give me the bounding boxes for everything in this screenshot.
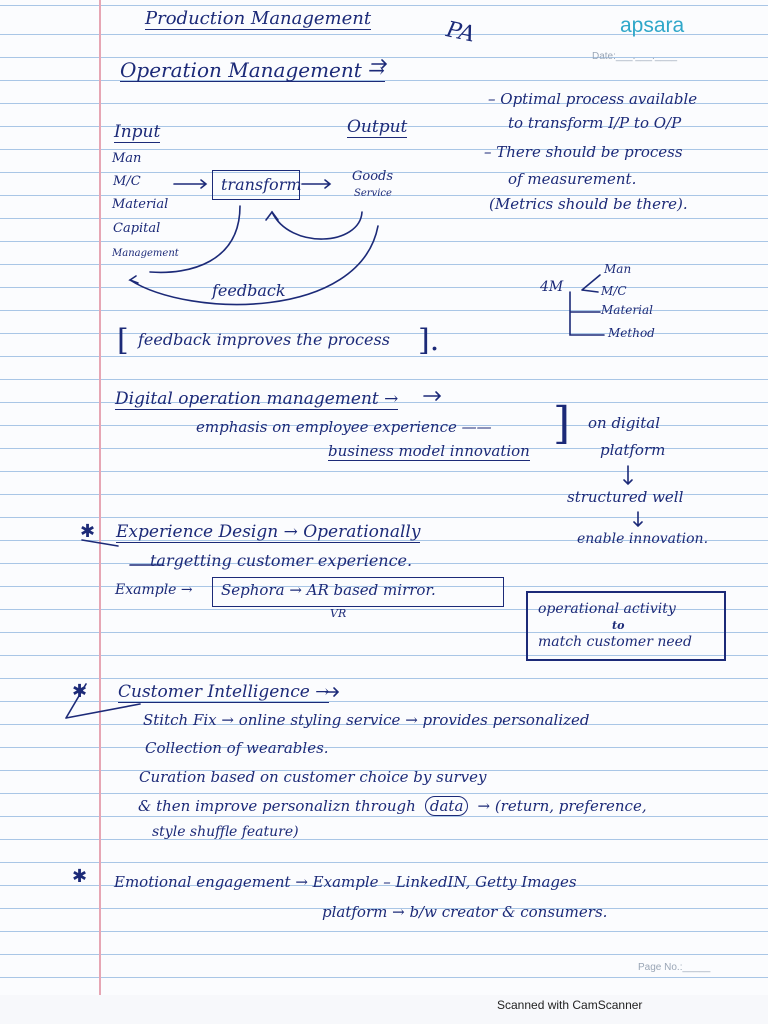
page-title: Production Management [145, 8, 372, 29]
input-item-capital: Capital [113, 221, 161, 236]
bracket-close: ]. [418, 323, 440, 358]
personalization-text: & then improve personalizn through [138, 797, 416, 815]
data-circled: data [425, 796, 469, 816]
enable-innovation: enable innovation. [577, 531, 709, 547]
personalization-tail: → (return, preference, [477, 797, 647, 815]
vr-note: VR [330, 607, 347, 620]
stitch-fix-line: Stitch Fix → online styling service → provides personalized [143, 711, 590, 729]
feedback-label: feedback [212, 281, 286, 300]
note-optimal-line1: – Optimal process available [488, 90, 698, 108]
bullet-emotional: ✱ [72, 866, 88, 887]
bullet-customer-intelligence: ✱ [72, 681, 88, 702]
operational-activity-box [526, 591, 726, 661]
emphasis-line: emphasis on employee experience —— [196, 418, 492, 436]
brace-right: ] [553, 398, 571, 449]
digital-operation-heading: Digital operation management → [115, 389, 399, 409]
page-number-label: Page No.:_____ [638, 962, 711, 973]
four-m-label: 4M [540, 279, 564, 295]
input-item-mc: M/C [113, 174, 141, 189]
operational-activity-line2: match customer need [538, 634, 692, 650]
style-shuffle-line: style shuffle feature) [152, 824, 299, 840]
output-service: Service [354, 188, 392, 199]
personalization-line [138, 796, 647, 815]
experience-design-heading: Experience Design → Operationally [116, 522, 421, 542]
date-label: Date:___.___.____ [592, 51, 678, 62]
feedback-note: feedback improves the process [138, 330, 390, 349]
note-optimal-line2: to transform I/P to O/P [508, 114, 682, 132]
brand-logo: apsara [620, 14, 685, 37]
digital-side-line1: on digital [588, 414, 661, 432]
business-model-line: business model innovation [328, 442, 530, 460]
four-m-method: Method [608, 326, 655, 340]
wearables-line: Collection of wearables. [145, 739, 329, 757]
example-label: Example → [115, 582, 193, 598]
transform-label: transform [221, 175, 302, 194]
operation-management-heading: Operation Management → [120, 58, 385, 82]
input-item-man: Man [112, 151, 142, 166]
input-item-material: Material [112, 197, 169, 212]
scanner-footer: Scanned with CamScanner [497, 998, 643, 1012]
note-metrics: (Metrics should be there). [489, 195, 688, 213]
experience-line2: targetting customer experience. [150, 551, 413, 570]
margin-line [99, 0, 101, 995]
four-m-man: Man [604, 262, 632, 276]
input-item-management: Management [112, 248, 179, 259]
output-goods: Goods [352, 169, 394, 184]
input-label: Input [114, 122, 161, 142]
bullet-experience: ✱ [80, 521, 96, 542]
sephora-text: Sephora → AR based mirror. [221, 581, 436, 599]
curation-line: Curation based on customer choice by survey [139, 768, 487, 786]
customer-intelligence-heading: Customer Intelligence → [118, 682, 330, 702]
operational-activity-to: to [612, 619, 625, 632]
four-m-material: Material [601, 303, 653, 317]
note-process-line1: – There should be process [484, 143, 683, 161]
sephora-box [212, 577, 504, 607]
four-m-mc: M/C [601, 284, 627, 298]
emotional-engagement-line: Emotional engagement → Example – LinkedIN, Getty Images [114, 873, 577, 891]
note-process-line2: of measurement. [508, 170, 637, 188]
transform-box [212, 170, 300, 200]
structured-well: structured well [567, 488, 684, 506]
output-label: Output [347, 117, 408, 137]
operational-activity-line1: operational activity [538, 601, 676, 617]
platform-line: platform → b/w creator & consumers. [322, 903, 608, 921]
signature: PA [443, 17, 478, 48]
bracket-open: [ [117, 323, 129, 358]
digital-side-line2: platform [600, 441, 666, 459]
